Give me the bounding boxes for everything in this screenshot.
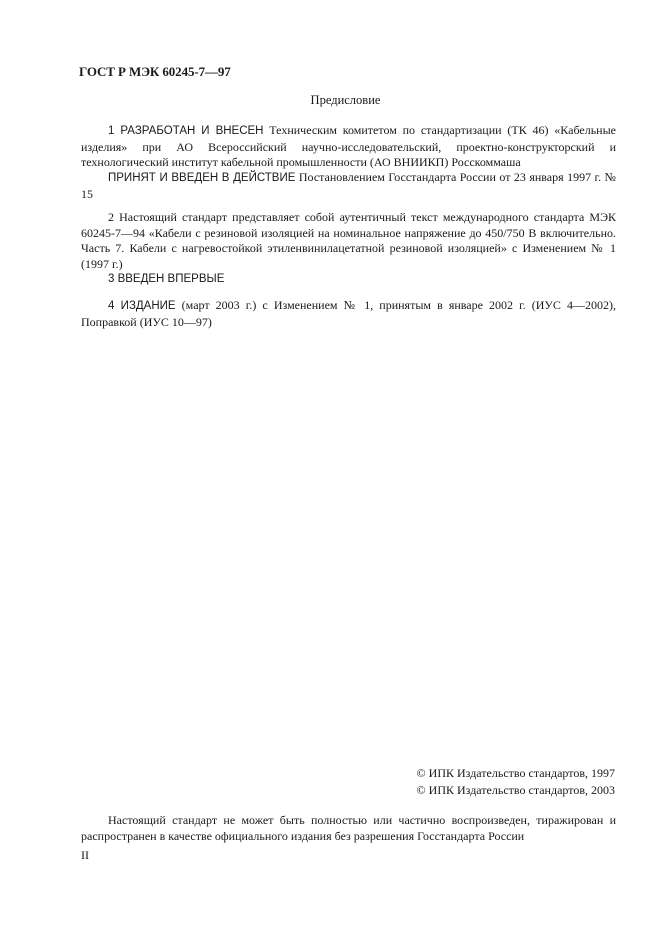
copyright-2003: © ИПК Издательство стандартов, 2003 — [416, 783, 615, 797]
paragraph-lead: 1 РАЗРАБОТАН И ВНЕСЕН — [108, 125, 264, 137]
paragraph-text: Техническим комитетом по стандартизации (ТК 46) «Кабельные изделия» при АО Всероссийский научно-исследовательский, проектно-конструкторский и технологический институт кабельной промышленности (АО ВНИИКП) Росскоммаша — [81, 123, 616, 169]
paragraph-edition — [81, 298, 616, 330]
paragraph-text: (март 2003 г.) с Изменением № 1, принятым в январе 2002 г. (ИУС 4—2002), Поправкой (ИУС 10—97) — [81, 298, 616, 329]
reproduction-notice: Настоящий стандарт не может быть полностью или частично воспроизведен, тиражирован и распространен в качестве официального издания без разрешения Госстандарта России — [81, 813, 616, 843]
paragraph-text: Постановлением Госстандарта России от 23 января 1997 г. № 15 — [81, 170, 616, 201]
document-code: ГОСТ Р МЭК 60245-7—97 — [79, 64, 231, 79]
paragraph-text: 2 Настоящий стандарт представляет собой аутентичный текст международного стандарта МЭК 60245-7—94 «Кабели с резиновой изоляцией на номинальное напряжение до 450/750 В включительно. Часть 7. Кабели с нагревостойкой этиленвинилацетатной резиновой изоляцией» с Изменением № 1 (1997 г.) — [81, 210, 616, 271]
page-number: II — [81, 848, 89, 862]
paragraph-developed — [81, 123, 616, 171]
paragraph-lead: 4 ИЗДАНИЕ — [108, 300, 176, 312]
paragraph-lead: 3 ВВЕДЕН ВПЕРВЫЕ — [108, 273, 225, 285]
paragraph-introduced-first — [81, 271, 616, 288]
paragraph-authentic-text — [81, 210, 616, 272]
section-title: Предисловие — [310, 93, 381, 107]
copyright-1997: © ИПК Издательство стандартов, 1997 — [416, 766, 615, 780]
paragraph-lead: ПРИНЯТ И ВВЕДЕН В ДЕЙСТВИЕ — [108, 172, 296, 184]
paragraph-adopted — [81, 170, 616, 202]
